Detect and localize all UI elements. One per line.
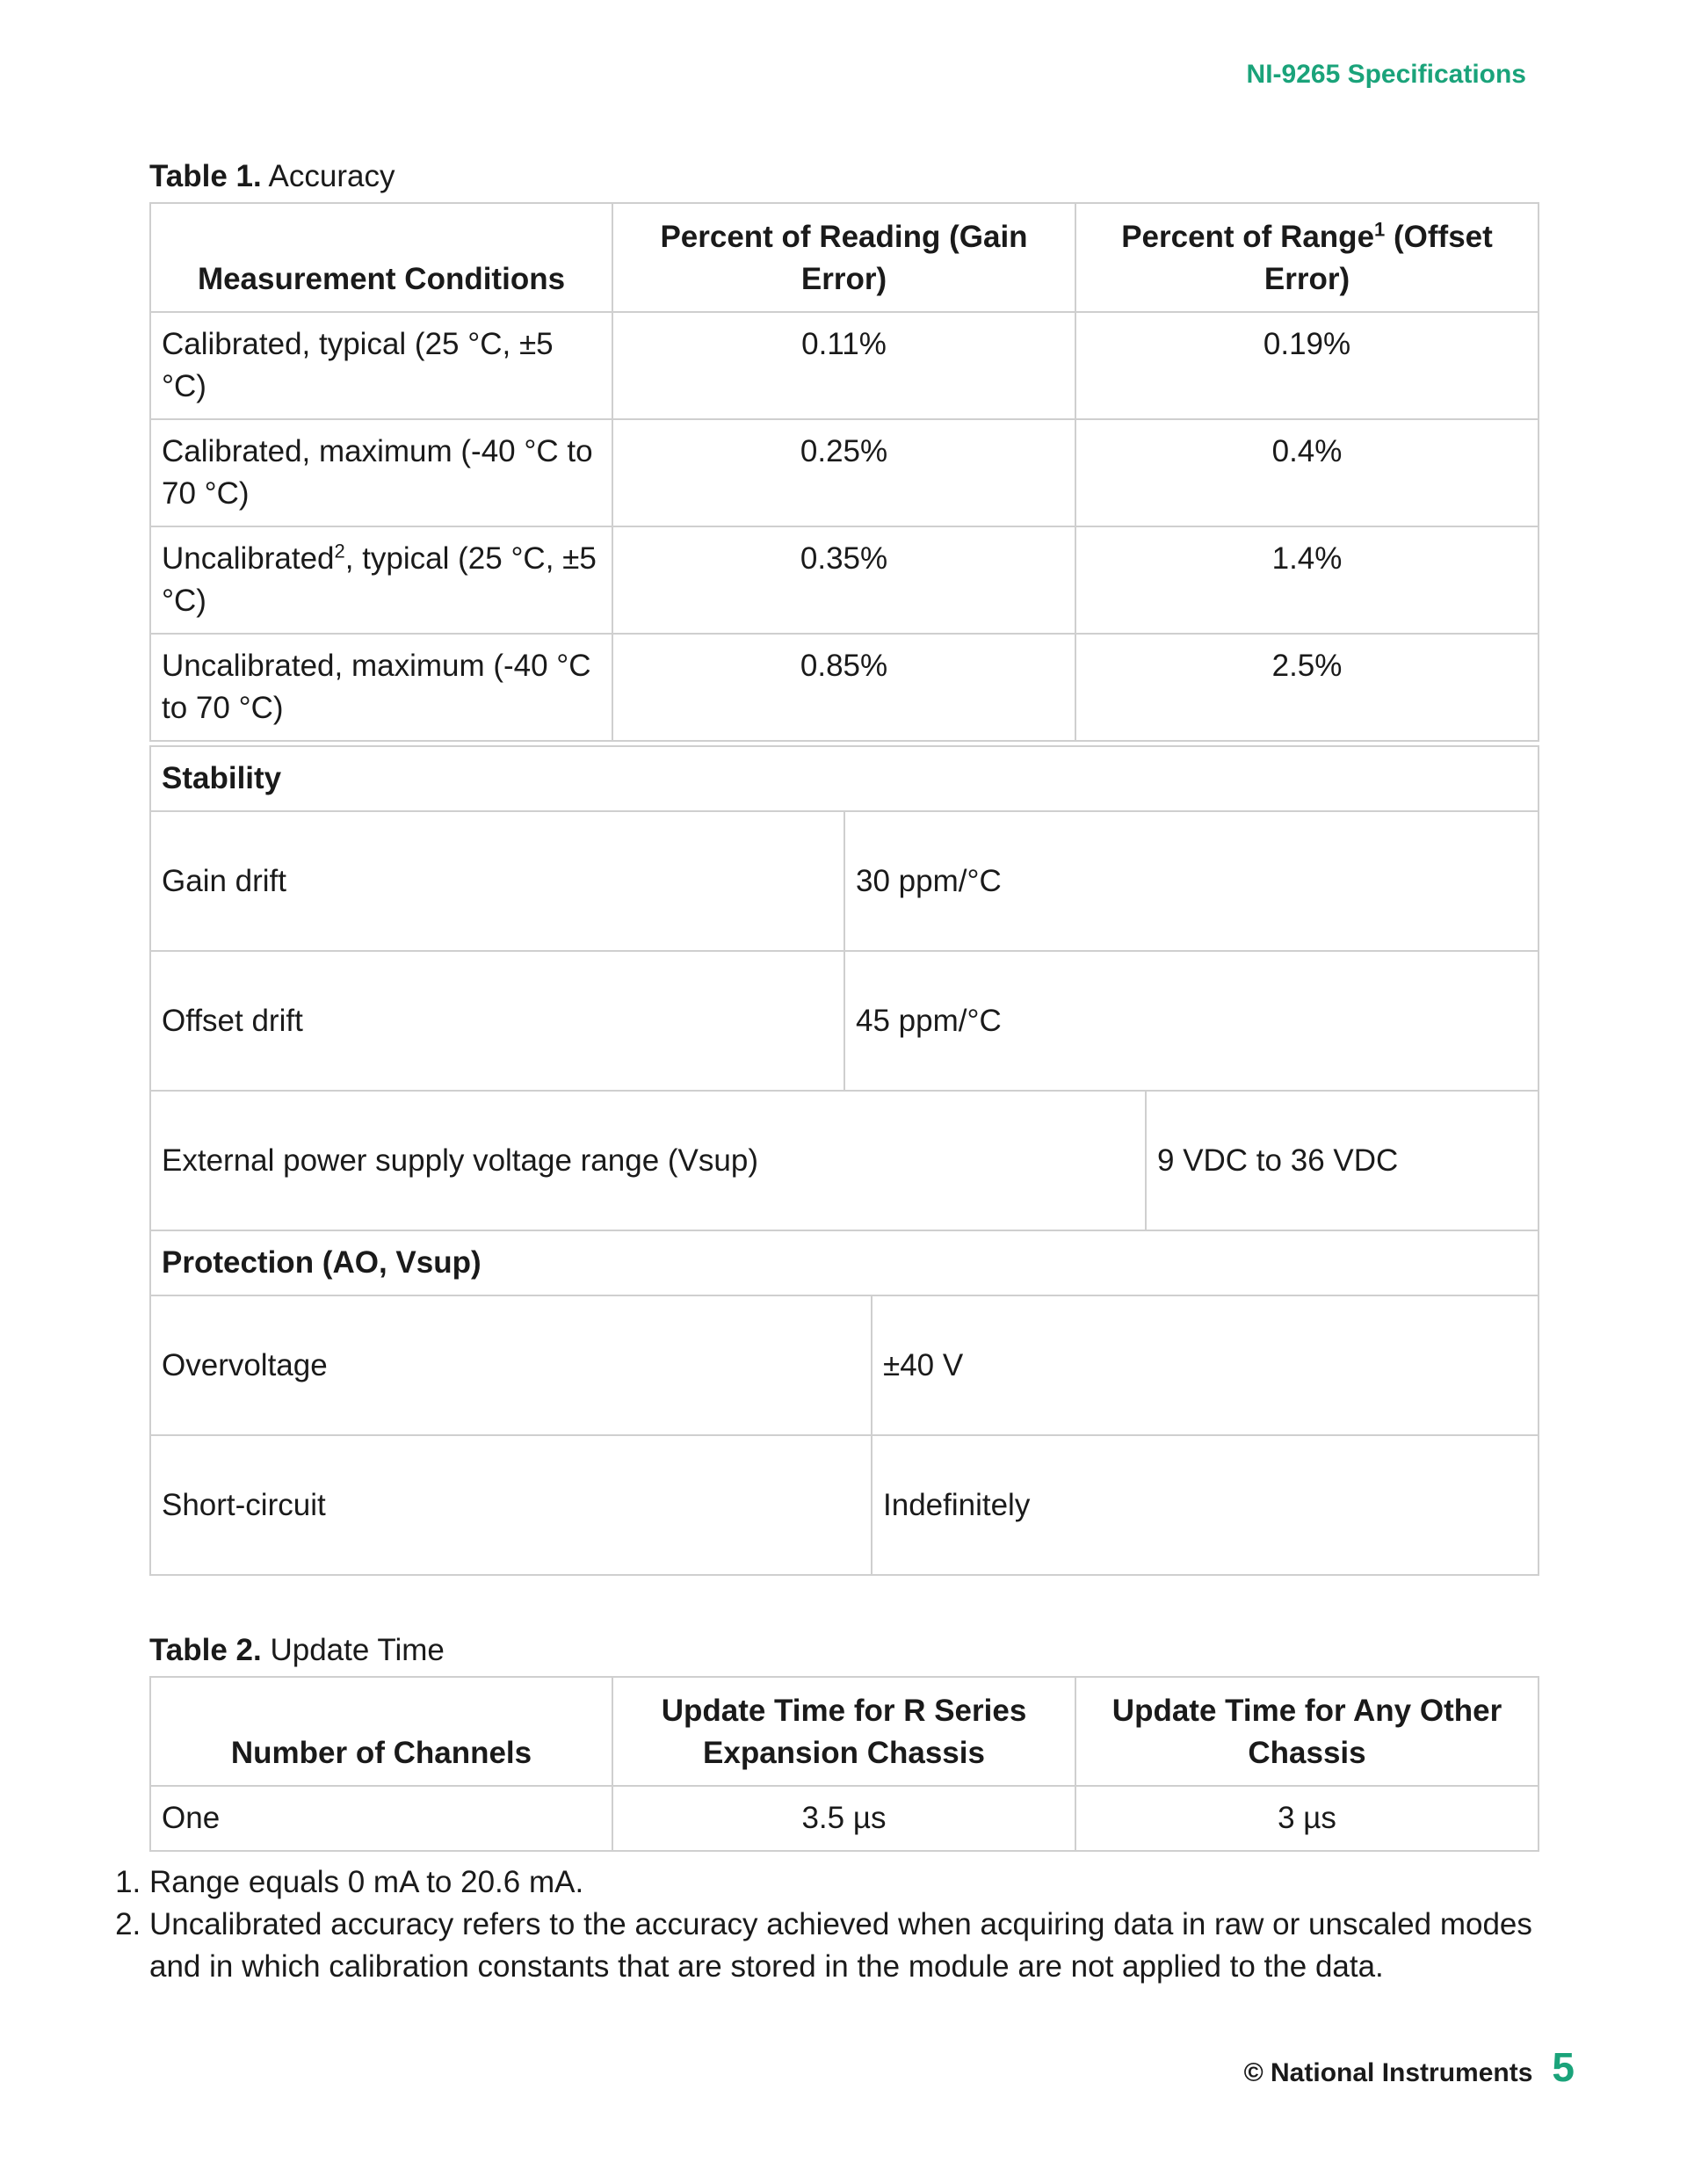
spec-label: Gain drift [150,811,844,951]
footnote-item: 2. Uncalibrated accuracy refers to the accuracy achieved when acquiring data in raw or unscaled modes and in which calibration constants that are stored in the module are not applied to the data. [149,1904,1590,1988]
spec-label: Overvoltage [150,1295,872,1435]
table-row [150,951,1539,1091]
offset-error-cell: 1.4% [1075,526,1539,634]
section-title-stability: Stability [150,746,1539,811]
column-header: Update Time for R Series Expansion Chassis [612,1677,1075,1786]
table-row [150,526,1539,634]
page-number: 5 [1552,2044,1575,2090]
vsup-table [149,1090,1539,1231]
footnote-ref: 1 [1374,218,1386,241]
table-row [150,1435,1539,1575]
table-header-row [150,1677,1539,1786]
table1-caption-text: Accuracy [268,159,395,193]
footnote-item: 1. Range equals 0 mA to 20.6 mA. [149,1861,1590,1904]
update-time-table-section [149,1632,1538,1852]
channels-cell: One [150,1786,612,1851]
column-header [1075,203,1539,312]
condition-text: Uncalibrated [162,541,335,576]
other-chassis-cell: 3 µs [1075,1786,1539,1851]
footnote-ref: 2 [334,540,345,562]
table2-caption [149,1632,1538,1669]
table-row [150,312,1539,419]
column-header: Number of Channels [150,1677,612,1786]
gain-error-cell: 0.11% [612,312,1075,419]
header-text: (Offset Error) [1263,220,1493,296]
table-row [150,419,1539,526]
document-title-header: NI-9265 Specifications [1246,60,1526,89]
gain-error-cell: 0.25% [612,419,1075,526]
update-time-table [149,1676,1539,1852]
spec-label: External power supply voltage range (Vsup) [150,1091,1146,1230]
table-row [150,1786,1539,1851]
condition-cell: Calibrated, maximum (-40 °C to 70 °C) [150,419,612,526]
table-row [150,634,1539,741]
table1-caption [149,158,1538,195]
stability-table [149,745,1539,1092]
copyright-text: © National Instruments [1243,2058,1533,2087]
r-series-cell: 3.5 µs [612,1786,1075,1851]
accuracy-table-section [149,158,1538,742]
column-header: Percent of Reading (Gain Error) [612,203,1075,312]
condition-cell: Calibrated, typical (25 °C, ±5 °C) [150,312,612,419]
table-row [150,811,1539,951]
accuracy-table [149,202,1539,742]
gain-error-cell: 0.85% [612,634,1075,741]
offset-error-cell: 0.4% [1075,419,1539,526]
spec-value: 9 VDC to 36 VDC [1146,1091,1539,1230]
page-footer [1244,2043,1575,2091]
protection-table [149,1230,1539,1576]
table2-caption-label: Table 2. [149,1633,262,1667]
gain-error-cell: 0.35% [612,526,1075,634]
footnotes-list [105,1861,1590,1988]
spec-value: 30 ppm/°C [844,811,1539,951]
condition-cell: Uncalibrated, maximum (-40 °C to 70 °C) [150,634,612,741]
table-row [150,1295,1539,1435]
spec-label: Short-circuit [150,1435,872,1575]
offset-error-cell: 2.5% [1075,634,1539,741]
spec-section [149,745,1538,1576]
table2-caption-text: Update Time [270,1633,445,1667]
condition-cell [150,526,612,634]
spec-value: 45 ppm/°C [844,951,1539,1091]
spec-label: Offset drift [150,951,844,1091]
condition-text: , typical (25 °C, ±5 °C) [162,541,597,618]
table-header-row [150,203,1539,312]
spec-value: Indefinitely [872,1435,1539,1575]
table-row [150,1091,1539,1230]
spec-value: ±40 V [872,1295,1539,1435]
section-title-protection: Protection (AO, Vsup) [150,1230,1539,1295]
header-text: Percent of Range [1121,220,1375,254]
column-header: Update Time for Any Other Chassis [1075,1677,1539,1786]
table1-caption-label: Table 1. [149,159,262,193]
offset-error-cell: 0.19% [1075,312,1539,419]
column-header: Measurement Conditions [150,203,612,312]
